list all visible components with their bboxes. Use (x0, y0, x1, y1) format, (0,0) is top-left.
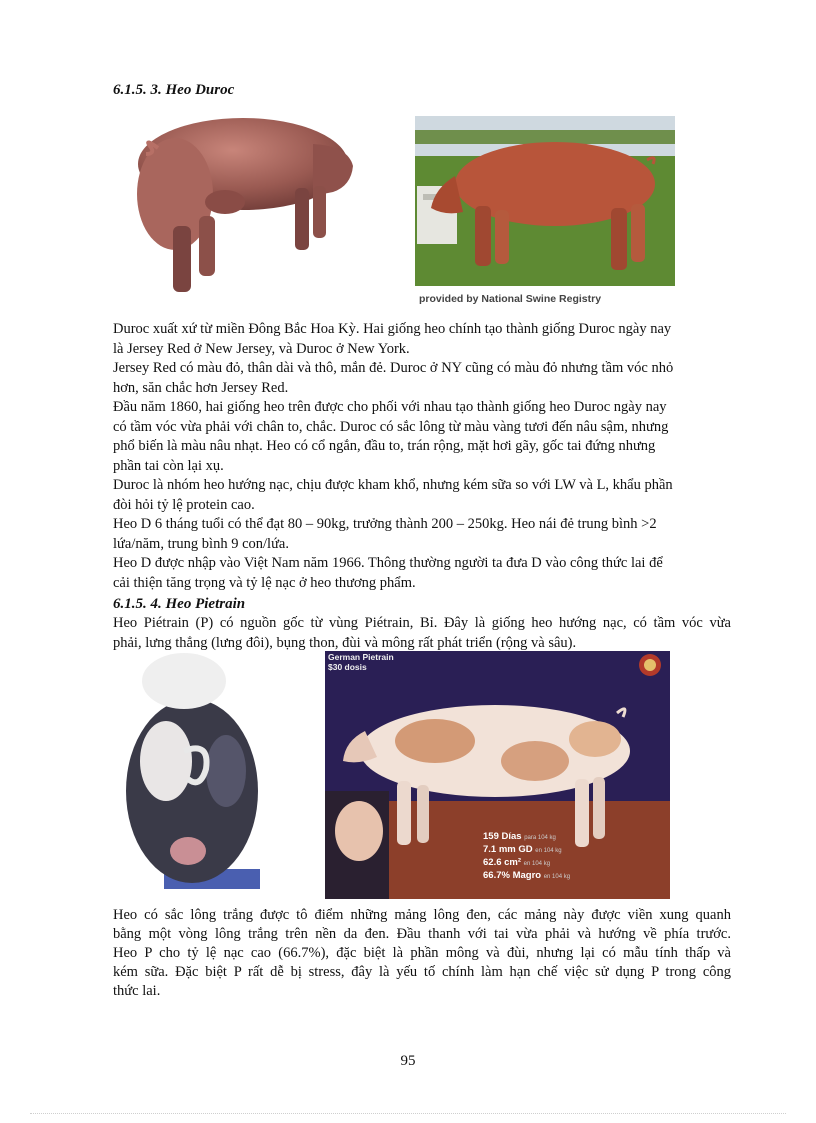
text-line: Heo D được nhập vào Việt Nam năm 1966. Thông thường người ta đưa D vào công thức lai để (113, 555, 663, 571)
text-line: đòi hỏi tỷ lệ protein cao. (113, 496, 255, 513)
text-line: Heo có sắc lông trắng được tô điểm những mảng lông đen, các mảng này được viền xung quanh (113, 907, 731, 923)
text-line: Duroc xuất xứ từ miền Đông Bắc Hoa Kỳ. Hai giống heo chính tạo thành giống Duroc ngày nay (113, 321, 672, 337)
text-line: Jersey Red có màu đỏ, thân dài và thô, mắn đẻ. Duroc ở NY cũng có màu đỏ nhưng tầm vóc nhỏ (113, 360, 674, 376)
text-line: Heo Piétrain (P) có nguồn gốc từ vùng Piétrain, Bỉ. Đây là giống heo hướng nạc, có tầm vóc vừa (113, 615, 731, 631)
text-line: cải thiện tăng trọng và tỷ lệ nạc ở heo thương phẩm. (113, 574, 416, 591)
text-line: Heo P cho tỷ lệ nạc cao (66.7%), đặc biệt là phần mông và đùi, nhưng lại có mẫu tính thấp và (113, 945, 731, 961)
stat-value: 62.6 cm² (483, 857, 522, 868)
duroc-description (113, 320, 731, 593)
text-line: là Jersey Red ở New Jersey, và Duroc ở New York. (113, 340, 410, 357)
text-line: bằng một vòng lông trắng trên nền da đen. Đầu thanh với tai vừa phải và hướng về phía trước. (113, 926, 731, 942)
stat-row (483, 870, 570, 883)
stat-row (483, 844, 570, 857)
text-line: phải, lưng thẳng (lưng đôi), bụng thon, đùi và mông rất phát triển (rộng và sâu). (113, 634, 577, 651)
text-line: kém sữa. Đặc biệt P rất dễ bị stress, đây là yếu tố chính làm hạn chế việc sử dụng P trong công (113, 964, 731, 980)
section-heading-duroc: 6.1.5. 3. Heo Duroc (113, 82, 235, 98)
text-line: phổ biến là màu nâu nhạt. Heo có cổ ngắn, đầu to, trán rộng, mặt hơi gãy, gốc tai đứng nhưng (113, 438, 656, 454)
duroc-photo-white-bg (113, 106, 375, 303)
pietrain-rear-photo (114, 651, 260, 889)
pietrain-intro (113, 614, 731, 653)
photo-stats (483, 831, 570, 883)
section-heading-pietrain: 6.1.5. 4. Heo Pietrain (113, 596, 246, 612)
text-line: Duroc là nhóm heo hướng nạc, chịu được kham khổ, nhưng kém sữa so với LW và L, khẩu phần (113, 477, 673, 493)
stat-value: 7.1 mm GD (483, 844, 533, 855)
text-line: Heo D 6 tháng tuổi có thể đạt 80 – 90kg, trưởng thành 200 – 250kg. Heo nái đẻ trung bình >2 (113, 516, 657, 532)
pietrain-side-photo (325, 651, 670, 899)
stat-unit: en 104 kg (535, 848, 562, 854)
stat-unit: en 104 kg (523, 861, 551, 867)
stat-row (483, 831, 570, 844)
page-number: 95 (400, 1053, 416, 1069)
stat-unit: en 104 kg (543, 874, 571, 880)
text-line: hơn, săn chắc hơn Jersey Red. (113, 379, 289, 396)
text-line: Đầu năm 1860, hai giống heo trên được cho phối với nhau tạo thành giống heo Duroc ngày nay (113, 399, 667, 415)
image-caption: provided by National Swine Registry (419, 293, 602, 305)
duroc-photo-field (415, 116, 675, 308)
photo-label-title: German Pietrain (328, 652, 394, 662)
stat-row (483, 857, 570, 870)
stat-unit: para 104 kg (524, 835, 556, 841)
photo-label-price: $30 dosis (328, 662, 367, 672)
text-line: có tầm vóc vừa phải với chân to, chắc. Duroc có sắc lông từ màu vàng tươi đến nâu sậm, nhưng (113, 418, 669, 435)
stat-value: 159 Días (483, 831, 522, 842)
footer-divider (30, 1113, 786, 1114)
text-line: thức lai. (113, 983, 161, 999)
text-line: phần tai còn lại xụ. (113, 457, 224, 474)
photo-label (328, 652, 394, 672)
pietrain-description (113, 906, 731, 1001)
stat-value: 66.7% Magro (483, 870, 542, 881)
text-line: lứa/năm, trung bình 9 con/lứa. (113, 535, 289, 552)
